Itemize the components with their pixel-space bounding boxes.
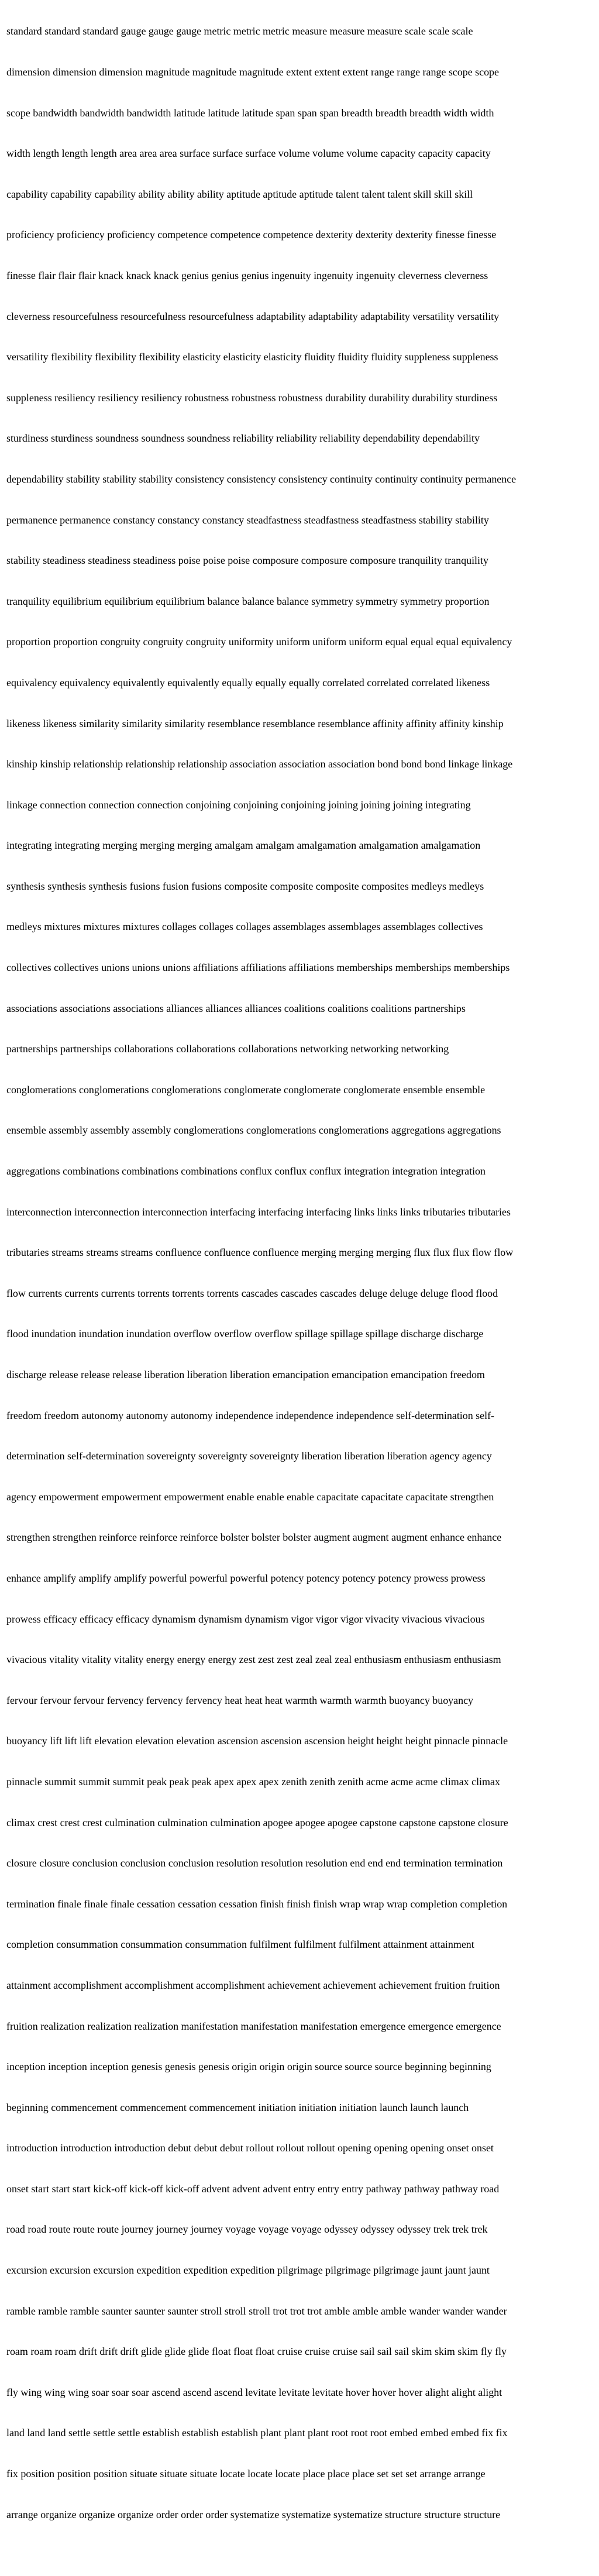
text-line: equivalency equivalency equivalently equivalently equally equally equally correlated correlated correlated likeness — [6, 676, 490, 688]
text-line: climax crest crest crest culmination culmination culmination apogee apogee apogee capstone capstone capstone closure — [6, 1816, 508, 1828]
text-line: agency empowerment empowerment empowerment enable enable enable capacitate capacitate capacitate strengthen — [6, 1490, 494, 1503]
text-line: associations associations associations alliances alliances alliances coalitions coalitions coalitions partnerships — [6, 1002, 466, 1014]
text-line: medleys mixtures mixtures mixtures collages collages collages assemblages assemblages assemblages collectives — [6, 921, 483, 933]
text-line: fruition realization realization realization manifestation manifestation manifestation emergence emergence emergence — [6, 2020, 501, 2032]
text-line — [6, 2549, 594, 2562]
text-line: closure closure conclusion conclusion conclusion resolution resolution resolution end end end termination termination — [6, 1857, 503, 1869]
text-line: fly wing wing wing soar soar soar ascend ascend ascend levitate levitate levitate hover hover hover alight alight alight — [6, 2386, 502, 2398]
text-line: stability steadiness steadiness steadiness poise poise poise composure composure composure tranquility tranquility — [6, 555, 488, 567]
text-line: strengthen strengthen reinforce reinforce reinforce bolster bolster bolster augment augment augment enhance enhance — [6, 1531, 502, 1544]
text-line: dimension dimension dimension magnitude magnitude magnitude extent extent extent range range range scope scope — [6, 66, 499, 78]
text-line: aggregations combinations combinations combinations conflux conflux conflux integration integration integration — [6, 1165, 486, 1177]
text-line: pinnacle summit summit summit peak peak peak apex apex apex zenith zenith zenith acme acme acme climax climax — [6, 1775, 500, 1788]
text-line: determination self-determination sovereignty sovereignty sovereignty liberation liberation liberation agency agency — [6, 1450, 492, 1462]
text-line: beginning commencement commencement commencement initiation initiation initiation launch launch launch — [6, 2101, 469, 2113]
text-line: completion consummation consummation consummation fulfilment fulfilment fulfilment attainment attainment — [6, 1938, 474, 1951]
text-line: roam roam roam drift drift drift glide glide glide float float float cruise cruise cruise sail sail sail skim skim skim fly fly — [6, 2346, 507, 2358]
text-line: suppleness resiliency resiliency resiliency robustness robustness robustness durability durability durability sturdiness — [6, 391, 498, 404]
text-line: finesse flair flair flair knack knack knack genius genius genius ingenuity ingenuity ingenuity cleverness cleverness — [6, 269, 488, 281]
text-line: ensemble assembly assembly assembly conglomerations conglomerations conglomerations aggregations aggregations — [6, 1124, 501, 1137]
text-line: flood inundation inundation inundation overflow overflow overflow spillage spillage spillage discharge discharge — [6, 1328, 484, 1340]
text-line: flow currents currents currents torrents torrents torrents cascades cascades cascades deluge deluge deluge flood flood — [6, 1287, 498, 1299]
text-line: land land land settle settle settle establish establish establish plant plant plant root root root embed embed embed fix fix — [6, 2427, 508, 2439]
text-line: prowess efficacy efficacy efficacy dynamism dynamism dynamism vigor vigor vigor vivacity vivacious vivacious — [6, 1613, 485, 1625]
text-line: arrange organize organize organize order order order systematize systematize systematize structure structure structure — [6, 2508, 501, 2520]
text-line: integrating integrating merging merging merging amalgam amalgam amalgamation amalgamation amalgamation — [6, 839, 481, 852]
text-line: scope bandwidth bandwidth bandwidth latitude latitude latitude span span span breadth breadth breadth width width — [6, 106, 494, 119]
text-line: sturdiness sturdiness soundness soundness soundness reliability reliability reliability dependability dependability — [6, 432, 480, 445]
text-line: introduction introduction introduction debut debut debut rollout rollout rollout opening opening opening onset onset — [6, 2142, 494, 2154]
text-line: tributaries streams streams streams confluence confluence confluence merging merging merging flux flux flux flow flow — [6, 1246, 514, 1259]
text-line: likeness likeness similarity similarity similarity resemblance resemblance resemblance affinity affinity affinity kinship — [6, 717, 504, 729]
text-line: road road route route route journey journey journey voyage voyage voyage odyssey odyssey odyssey trek trek trek — [6, 2223, 488, 2236]
text-line: discharge release release release liberation liberation liberation emancipation emancipation emancipation freedom — [6, 1369, 485, 1380]
text-line: dependability stability stability stability consistency consistency consistency continuity continuity continuity permanence — [6, 473, 517, 485]
text-line: proportion proportion congruity congruity congruity uniformity uniform uniform uniform equal equal equal equivalency — [6, 636, 512, 648]
text-line: fix position position position situate situate situate locate locate locate place place place set set set arrange arrange — [6, 2468, 486, 2480]
text-line: excursion excursion excursion expedition expedition expedition pilgrimage pilgrimage pilgrimage jaunt jaunt jaunt — [6, 2264, 490, 2277]
text-line: onset start start start kick-off kick-off kick-off advent advent advent entry entry entry pathway pathway pathway road — [6, 2182, 500, 2195]
text-line: conglomerations conglomerations conglomerations conglomerate conglomerate conglomerate ensemble ensemble — [6, 1083, 486, 1096]
text-line: permanence permanence constancy constancy constancy steadfastness steadfastness steadfastness stability stability — [6, 514, 489, 526]
text-line: freedom freedom autonomy autonomy autonomy independence independence independence self-determination self- — [6, 1409, 495, 1421]
text-line: capability capability capability ability ability ability aptitude aptitude aptitude talent talent talent skill skill skill — [6, 188, 473, 200]
text-line: interconnection interconnection interconnection interfacing interfacing interfacing links links links tributaries tributaries — [6, 1206, 511, 1218]
text-line: ramble ramble ramble saunter saunter saunter stroll stroll stroll trot trot trot amble amble amble wander wander wander — [6, 2305, 507, 2317]
text-line: versatility flexibility flexibility flexibility elasticity elasticity elasticity fluidity fluidity fluidity suppleness suppleness — [6, 351, 498, 363]
text-line: width length length length area area area surface surface surface volume volume volume capacity capacity capacity — [6, 147, 491, 160]
text-line: buoyancy lift lift lift elevation elevation elevation ascension ascension ascension height height height pinnacle pinnacle — [6, 1735, 508, 1747]
text-line: tranquility equilibrium equilibrium equilibrium balance balance balance symmetry symmetry symmetry proportion — [6, 595, 490, 607]
text-line: proficiency proficiency proficiency competence competence competence dexterity dexterity dexterity finesse finesse — [6, 229, 497, 241]
text-line: termination finale finale finale cessation cessation cessation finish finish finish wrap wrap wrap completion completion — [6, 1897, 508, 1910]
text-line: standard standard standard gauge gauge gauge metric metric metric measure measure measure scale scale scale — [6, 25, 473, 37]
text-line: kinship kinship relationship relationship relationship association association association bond bond bond linkage linkage — [6, 758, 513, 770]
text-line: collectives collectives unions unions unions affiliations affiliations affiliations memberships memberships memberships — [6, 962, 510, 974]
text-line: cleverness resourcefulness resourcefulness resourcefulness adaptability adaptability adaptability versatility versatility — [6, 310, 500, 322]
text-line: attainment accomplishment accomplishment accomplishment achievement achievement achievement fruition fruition — [6, 1979, 500, 1991]
text-line: linkage connection connection connection conjoining conjoining conjoining joining joining joining integrating — [6, 798, 471, 811]
text-line: partnerships partnerships collaborations collaborations collaborations networking networking networking — [6, 1043, 449, 1055]
text-line: synthesis synthesis synthesis fusions fusion fusions composite composite composite composites medleys medleys — [6, 880, 484, 892]
text-line: vivacious vitality vitality vitality energy energy energy zest zest zest zeal zeal zeal enthusiasm enthusiasm enthusiasm — [6, 1654, 501, 1666]
text-line: enhance amplify amplify amplify powerful powerful powerful potency potency potency potency prowess prowess — [6, 1572, 486, 1584]
text-line: fervour fervour fervour fervency fervency fervency heat heat heat warmth warmth warmth buoyancy buoyancy — [6, 1694, 474, 1706]
text-line: inception inception inception genesis genesis genesis origin origin origin source source source beginning beginning — [6, 2061, 491, 2073]
